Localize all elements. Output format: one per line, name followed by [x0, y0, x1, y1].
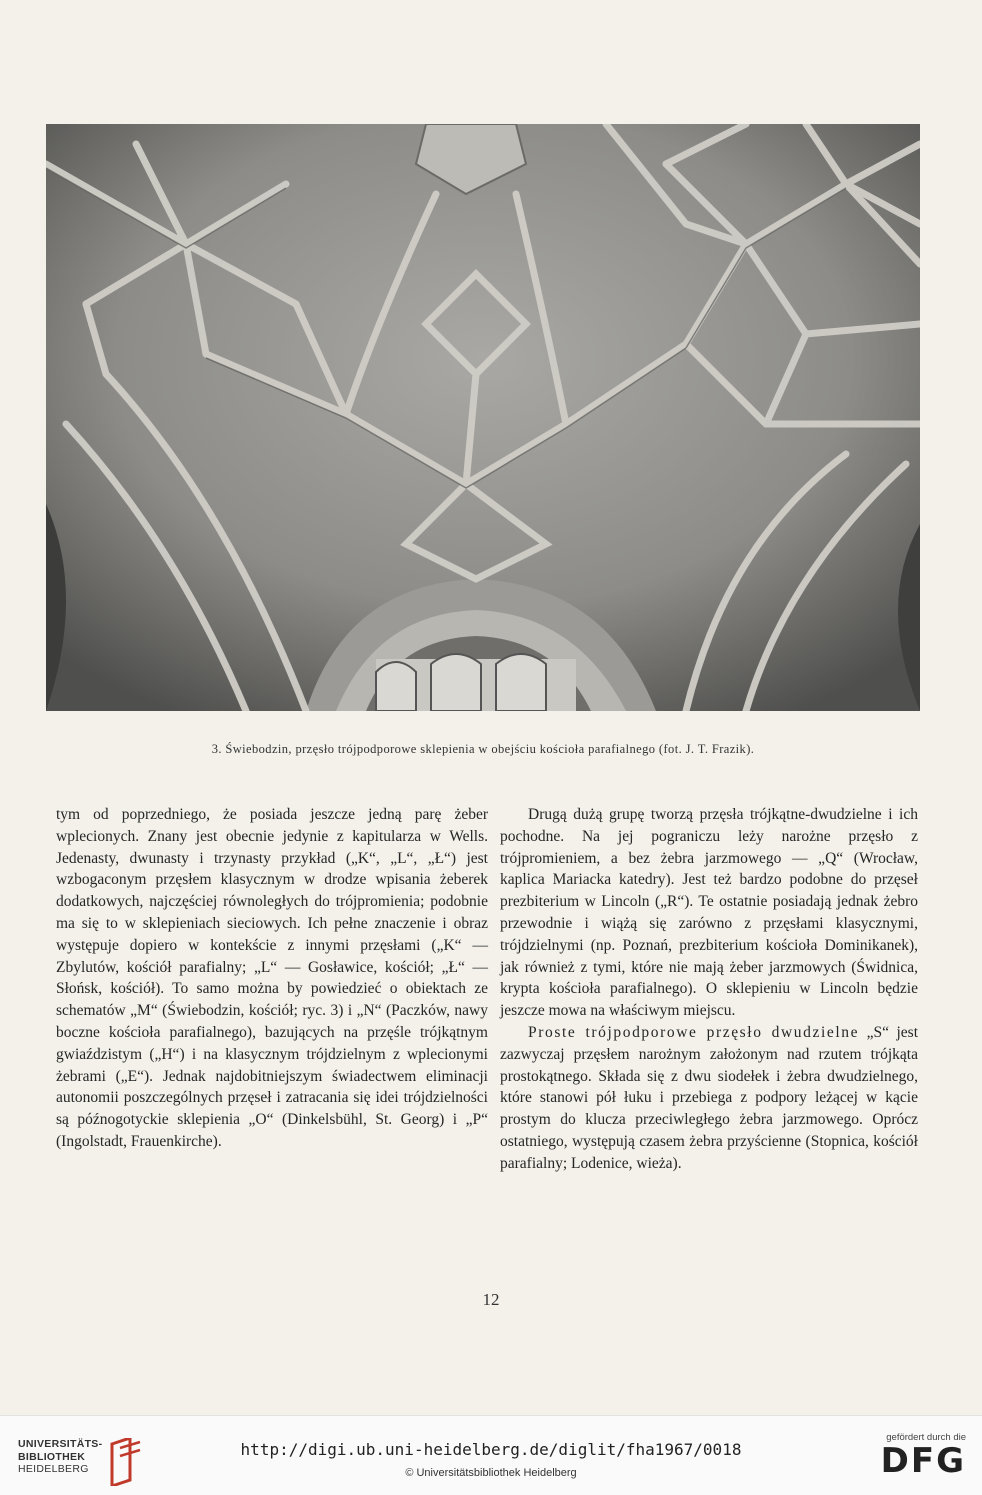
left-text-column	[56, 804, 488, 1153]
right-paragraph-2	[500, 1022, 918, 1175]
dfg-logo[interactable]	[870, 1432, 966, 1479]
library-name-line-1: UNIVERSITÄTS-	[18, 1438, 103, 1450]
right-paragraph-1: Drugą dużą grupę tworzą przęsła trójkątne-dwudzielne i ich pochodne. Na jej pograniczu leży narożne przęsło z trójpromieniem, a bez żebra jarzmowego — „Q“ (Wrocław, kaplica Mariacka katedry). Jest też bardzo podobne do przęseł prezbiterium w Lincoln („R“). Te ostatnie posiadają jednak żebro przewodnie i wiążą się zarówno z przęsłami klasycznymi, trójdzielnymi (np. Poznań, prezbiterium kościoła Dominikanek), jak również z tymi, które nie mają żeber jarzmowych (Świdnica, krypta kościoła parafialnego). O sklepieniu w Lincoln będzie jeszcze mowa na właściwym miejscu.	[500, 806, 918, 1020]
page-number: 12	[482, 1290, 500, 1309]
copyright-notice: © Universitätsbibliothek Heidelberg	[405, 1467, 577, 1479]
figure-caption: 3. Świebodzin, przęsło trójpodporowe sklepienia w obejściu kościoła parafialnego (fot. J. T. Frazik).	[211, 742, 755, 756]
vault-photograph	[46, 124, 920, 711]
right-text-column	[500, 804, 918, 1175]
library-name-line-3: HEIDELBERG	[18, 1463, 89, 1475]
document-url-link[interactable]: http://digi.ub.uni-heidelberg.de/diglit/fha1967/0018	[240, 1440, 742, 1459]
dfg-wordmark: DFG	[880, 1441, 966, 1481]
funding-label: gefördert durch die	[886, 1432, 966, 1443]
footer-bar	[0, 1415, 982, 1495]
library-name-line-2: BIBLIOTHEK	[18, 1450, 86, 1463]
spaced-phrase: Proste trójpodporowe przęsło dwudzielne	[528, 1023, 860, 1041]
vault-photograph-image	[46, 124, 920, 711]
right-paragraph-2-rest: „S“ jest zazwyczaj przęsłem narożnym założonym nad rzutem trójkąta prostokątnego. Składa się z dwu siodełek i żebra dwudzielnego, które stanowi pół łuku i przebiega z podpory leżącej w kącie prostym do klucza przeciwległego żebra jarzmowego. Oprócz ostatniego, występują czasem żebra przyścienne (Stopnica, kościół parafialny; Lodenice, wieża).	[500, 1023, 919, 1172]
left-paragraph: tym od poprzedniego, że posiada jeszcze jedną parę żeber wplecionych. Znany jest obecnie jedynie z kapitularza w Wells. Jedenasty, dwunasty i trzynasty przykład („K“, „L“, „Ł“) jest wzbogaconym przęsłem klasycznym w drodze wpisania żeberek dodatkowych, najczęściej równoległych do trójpromienia; podobnie ma się to w sklepieniach sieciowych. Ich pełne znaczenie i obraz występuje dopiero w kontekście z innymi przęsłami („K“ — Zbylutów, kościół parafialny; „L“ — Gosławice, kościół; „Ł“ — Słońsk, kościół). To samo można by powiedzieć o obiektach ze schematów „M“ (Świebodzin, kościół; ryc. 3) i „N“ (Paczków, nawy boczne kościoła parafialnego), bazujących na przęśle trójkątnym gwiaździstym („H“) i na klasycznym trójdzielnym z wplecionymi żebrami („E“). Jednak najdobitniejszym świadectwem eliminacji autonomii poszczególnych przęseł i zatracania się idei trójdzielności są późnogotyckie sklepienia „O“ (Dinkelsbühl, St. Georg) i „P“ (Ingolstadt, Frauenkirche).	[56, 806, 488, 1150]
